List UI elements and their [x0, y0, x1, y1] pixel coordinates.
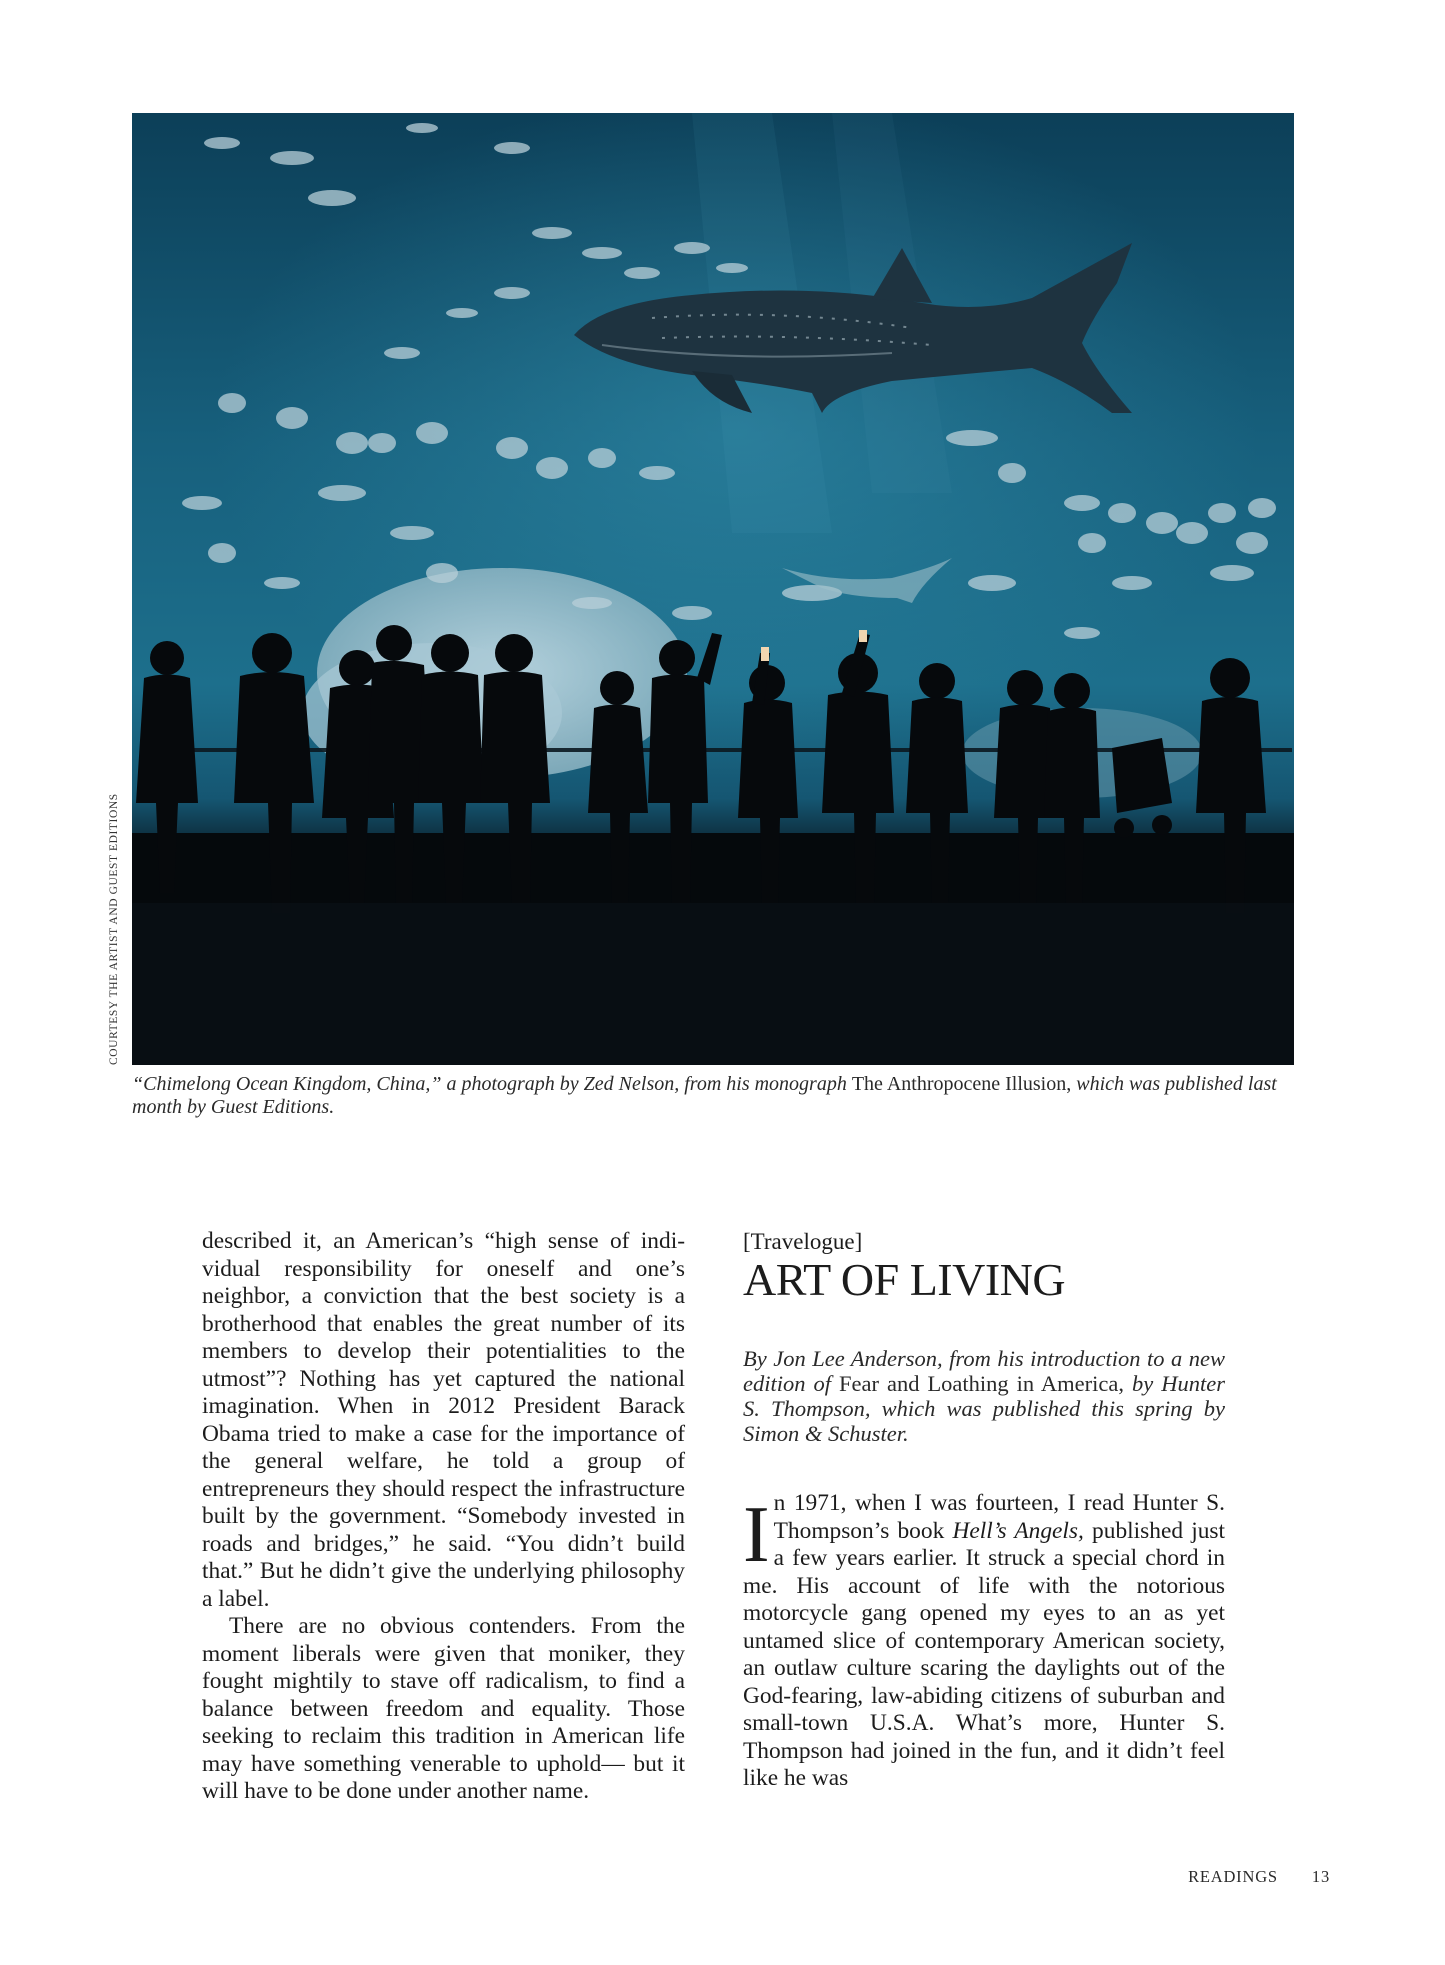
lede-text: n 1971, when I was fourteen, I read Hunter S. Thompson’s book [773, 1490, 1225, 1544]
byline-book-title: Fear and Loathing in America, [838, 1371, 1125, 1396]
byline-text-end: by Hunter S. Thompson, which was published this spring by Simon & Schuster. [743, 1371, 1225, 1446]
aquarium-photo [132, 113, 1294, 1065]
left-paragraph-1: described it, an American’s “high sense of individual responsibility for oneself and one’s neighbor, a conviction that the best society is a brotherhood that enables the great number of its members to develop their potentialities to the utmost”? Nothing has yet captured the national imagination. When in 2012 President Barack Obama tried to make a case for the importance of the general welfare, he told a group of entrepreneurs they should respect the infrastructure built by the government. “Somebody invested in roads and bridges,” he said. “You didn’t build that.” But he didn’t give the underlying philosophy a label. [202, 1228, 685, 1612]
article-byline [743, 1346, 1225, 1446]
page-footer [1188, 1867, 1330, 1887]
phone-screen [761, 647, 769, 661]
phone-screen [859, 630, 867, 642]
caption-book-title: The Anthropocene Illusion, [851, 1073, 1072, 1095]
photo-caption [132, 1073, 1297, 1119]
left-column [202, 1228, 685, 1806]
page-number: 13 [1311, 1867, 1330, 1886]
left-paragraph-2: There are no obvious contenders. From the moment liberals were given that moniker, they fought mightily to stave off radicalism, to find a balance between freedom and equality. Those seeking to reclaim this tradition in American life may have something venerable to uphold— but it will have to be done under another name. [202, 1613, 685, 1804]
byline-text: By Jon Lee Anderson, from his introduction to a new edition of [743, 1346, 1225, 1396]
caption-text: “Chimelong Ocean Kingdom, China,” a photograph by Zed Nelson, from his monograph [132, 1073, 852, 1095]
aquarium-illustration [132, 113, 1294, 1065]
article-lede [743, 1490, 1225, 1793]
drop-cap: I [743, 1491, 770, 1579]
lede-text-end: published just a few years earlier. It struck a special chord in me. His account of life with the notorious motorcycle gang opened my eyes to an as yet untamed slice of contemporary American society, an outlaw culture scaring the daylights out of the God-fearing, law-abiding citizens of suburban and small-town U.S.A. What’s more, Hunter S. Thompson had joined in the fun, and it didn’t feel like he was [743, 1517, 1225, 1791]
lede-book-title: Hell’s Angels, [952, 1517, 1084, 1544]
article-headline: ART OF LIVING [743, 1254, 1066, 1305]
right-column [743, 1228, 1225, 1793]
section-name: READINGS [1188, 1867, 1278, 1886]
caption-text-end: which was published last month by Guest Editions. [132, 1073, 1277, 1118]
section-rubric: [Travelogue] [743, 1229, 863, 1254]
photo-credit: COURTESY THE ARTIST AND GUEST EDITIONS [108, 793, 120, 1065]
